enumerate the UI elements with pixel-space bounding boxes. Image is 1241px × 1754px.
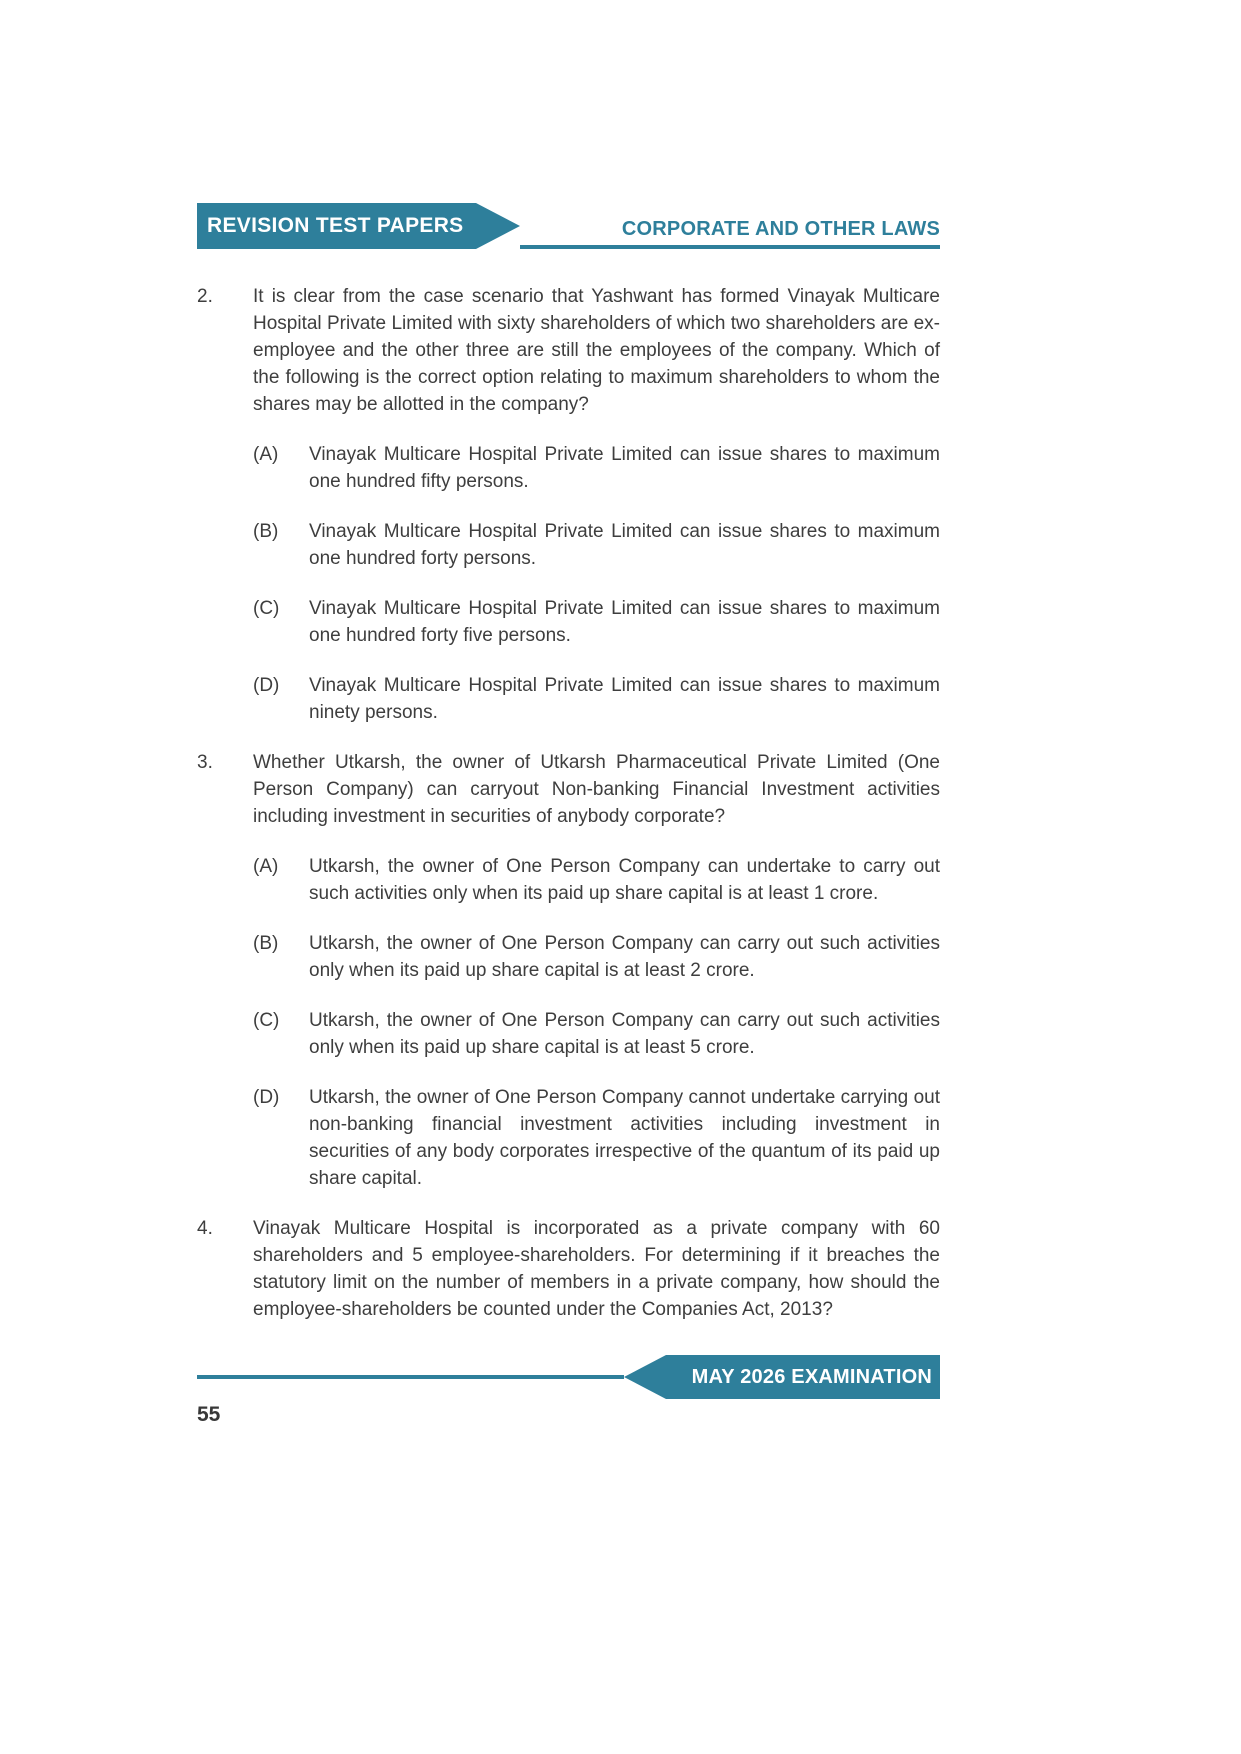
page-header: [197, 203, 940, 249]
option-a: [253, 441, 940, 495]
option-c: [253, 595, 940, 649]
option-text: Utkarsh, the owner of One Person Company cannot undertake carrying out non-banking financial investment activities including investment in securities of any body corporates irrespective of the quantum of its paid up share capital.: [309, 1087, 940, 1189]
footer-rule: [197, 1375, 624, 1379]
question-text: Whether Utkarsh, the owner of Utkarsh Pharmaceutical Private Limited (One Person Company) can carryout Non-banking Financial Investment activities including investment in securities of anybody corporate?: [253, 752, 940, 827]
option-text: Vinayak Multicare Hospital Private Limited can issue shares to maximum one hundred fifty persons.: [309, 444, 940, 492]
option-text: Utkarsh, the owner of One Person Company can carry out such activities only when its paid up share capital is at least 2 crore.: [309, 933, 940, 981]
option-text: Vinayak Multicare Hospital Private Limited can issue shares to maximum ninety persons.: [309, 675, 940, 723]
question-4: [197, 1215, 940, 1323]
option-label: (C): [253, 598, 280, 619]
option-label: (B): [253, 933, 279, 954]
option-text: Utkarsh, the owner of One Person Company can carry out such activities only when its paid up share capital is at least 5 crore.: [309, 1010, 940, 1058]
header-banner: REVISION TEST PAPERS: [197, 203, 476, 249]
banner-arrow-right-icon: [476, 203, 520, 249]
option-d: [253, 672, 940, 726]
option-b: [253, 518, 940, 572]
option-label: (A): [253, 444, 279, 465]
option-label: (B): [253, 521, 279, 542]
option-text: Vinayak Multicare Hospital Private Limited can issue shares to maximum one hundred forty persons.: [309, 521, 940, 569]
footer-banner-row: [197, 1355, 940, 1399]
option-a: [253, 853, 940, 907]
header-rule: [520, 203, 941, 249]
question-number: 2.: [197, 286, 213, 307]
option-label: (D): [253, 675, 280, 696]
question-text: It is clear from the case scenario that Yashwant has formed Vinayak Multicare Hospital Private Limited with sixty shareholders of which two shareholders are ex-employee and the other three are still the employees of the company. Which of the following is the correct option relating to maximum shareholders to whom the shares may be allotted in the company?: [253, 286, 940, 415]
subject-title: CORPORATE AND OTHER LAWS: [621, 218, 940, 240]
footer-banner: MAY 2026 EXAMINATION: [666, 1355, 940, 1399]
option-label: (A): [253, 856, 279, 877]
banner-arrow-left-icon: [624, 1355, 666, 1399]
question-number: 4.: [197, 1218, 213, 1239]
question-stem: [197, 1215, 940, 1323]
page-footer: [197, 1355, 940, 1427]
option-text: Vinayak Multicare Hospital Private Limited can issue shares to maximum one hundred forty five persons.: [309, 598, 940, 646]
question-stem: [197, 749, 940, 830]
questions-section: [197, 283, 940, 1323]
option-d: [253, 1084, 940, 1192]
option-label: (C): [253, 1010, 280, 1031]
option-text: Utkarsh, the owner of One Person Company can undertake to carry out such activities only when its paid up share capital is at least 1 crore.: [309, 856, 940, 904]
question-number: 3.: [197, 752, 213, 773]
option-c: [253, 1007, 940, 1061]
question-text: Vinayak Multicare Hospital is incorporated as a private company with 60 shareholders and 5 employee-shareholders. For determining if it breaches the statutory limit on the number of members in a private company, how should the employee-shareholders be counted under the Companies Act, 2013?: [253, 1218, 940, 1320]
option-label: (D): [253, 1087, 280, 1108]
question-2: [197, 283, 940, 726]
option-b: [253, 930, 940, 984]
question-3: [197, 749, 940, 1192]
question-stem: [197, 283, 940, 418]
page-number: 55: [197, 1403, 221, 1426]
